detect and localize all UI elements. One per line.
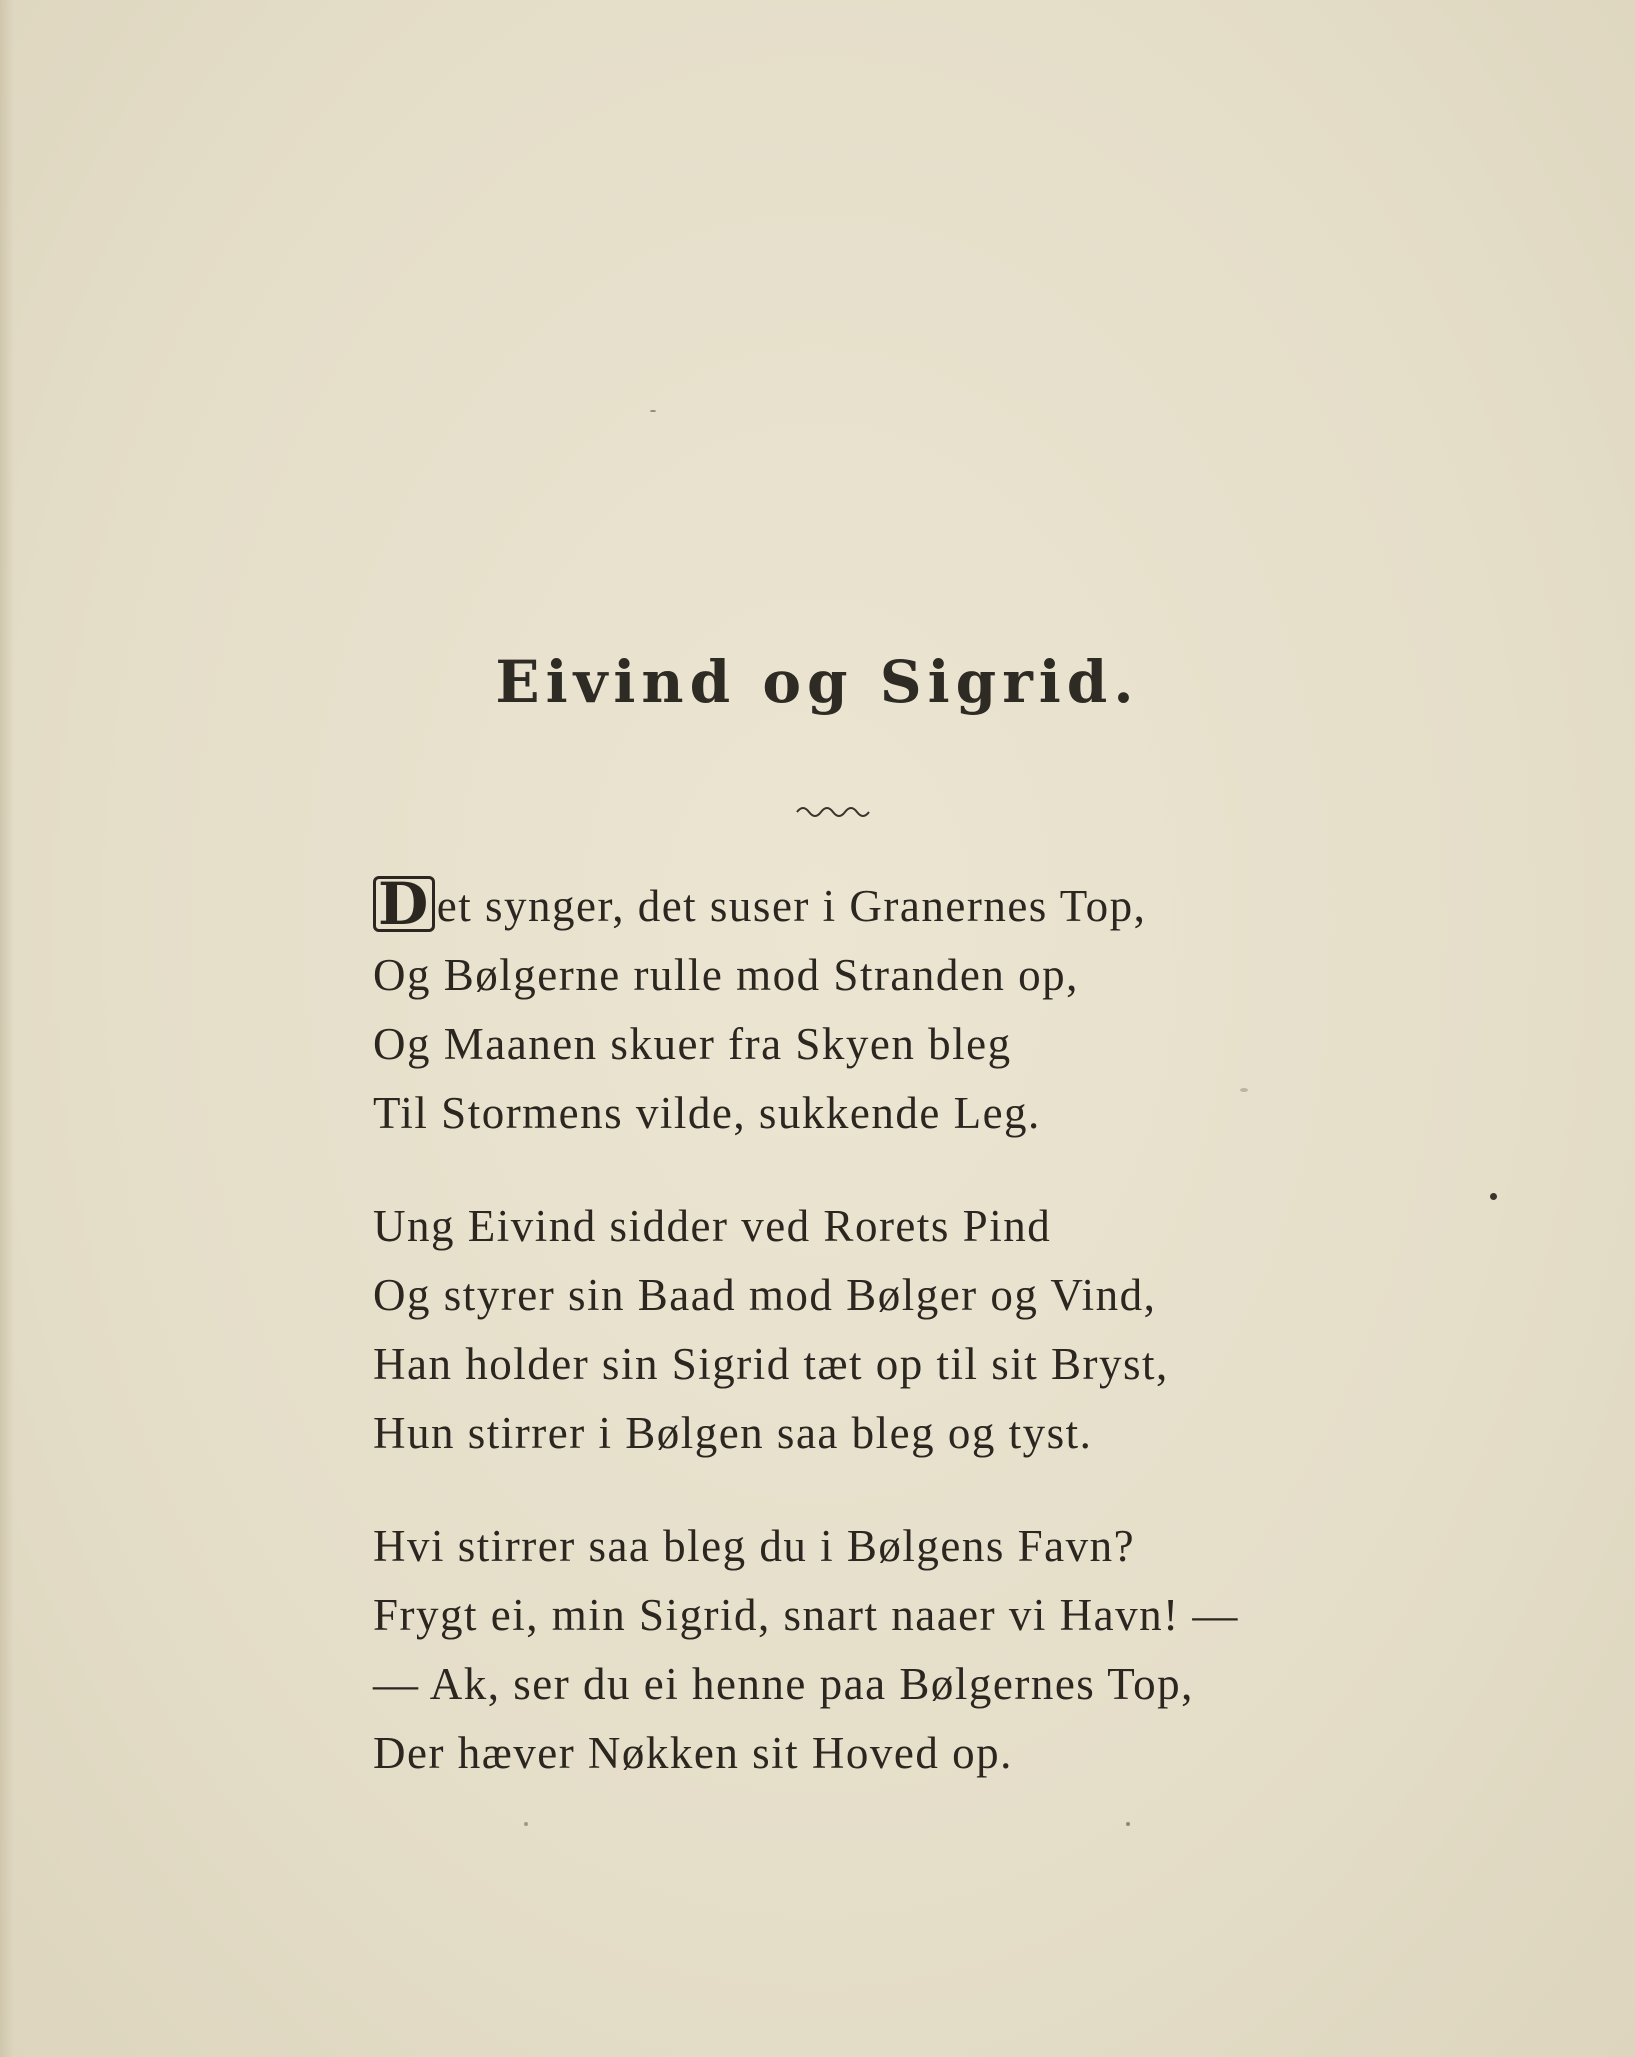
poem-line: Hvi stirrer saa bleg du i Bølgens Favn? [373, 1521, 1136, 1571]
poem-line: — Ak, ser du ei henne paa Bølgernes Top, [373, 1659, 1194, 1709]
poem-line: Og styrer sin Baad mod Bølger og Vind, [373, 1270, 1157, 1320]
drop-cap: D [373, 876, 435, 932]
poem-line: Og Bølgerne rulle mod Stranden op, [373, 950, 1079, 1000]
poem-line-text: et synger, det suser i Granernes Top, [436, 881, 1147, 931]
poem-line: Der hæver Nøkken sit Hoved op. [373, 1728, 1013, 1778]
stanza-3 [373, 1512, 1373, 1788]
poem-line [373, 872, 1373, 941]
paper-speck [1126, 1822, 1130, 1826]
poem-line: Ung Eivind sidder ved Rorets Pind [373, 1201, 1052, 1251]
stanza-2 [373, 1192, 1373, 1468]
poem-line: Til Stormens vilde, sukkende Leg. [373, 1088, 1041, 1138]
poem-line: Og Maanen skuer fra Skyen bleg [373, 1019, 1012, 1069]
poem-line: Hun stirrer i Bølgen saa bleg og tyst. [373, 1408, 1093, 1458]
poem-title: Eivind og Sigrid. [495, 648, 1140, 716]
poem-line: Frygt ei, min Sigrid, snart naaer vi Havn! — [373, 1590, 1239, 1640]
poem-body [373, 872, 1373, 1832]
paper-speck [524, 1822, 528, 1826]
wavy-line-ornament [795, 800, 875, 820]
paper-speck [650, 410, 656, 412]
page-gutter-edge [0, 0, 14, 2057]
poem-line: Han holder sin Sigrid tæt op til sit Bryst, [373, 1339, 1169, 1389]
paper-speck [1240, 1088, 1248, 1092]
stanza-1 [373, 872, 1373, 1148]
paper-speck [1490, 1193, 1497, 1200]
